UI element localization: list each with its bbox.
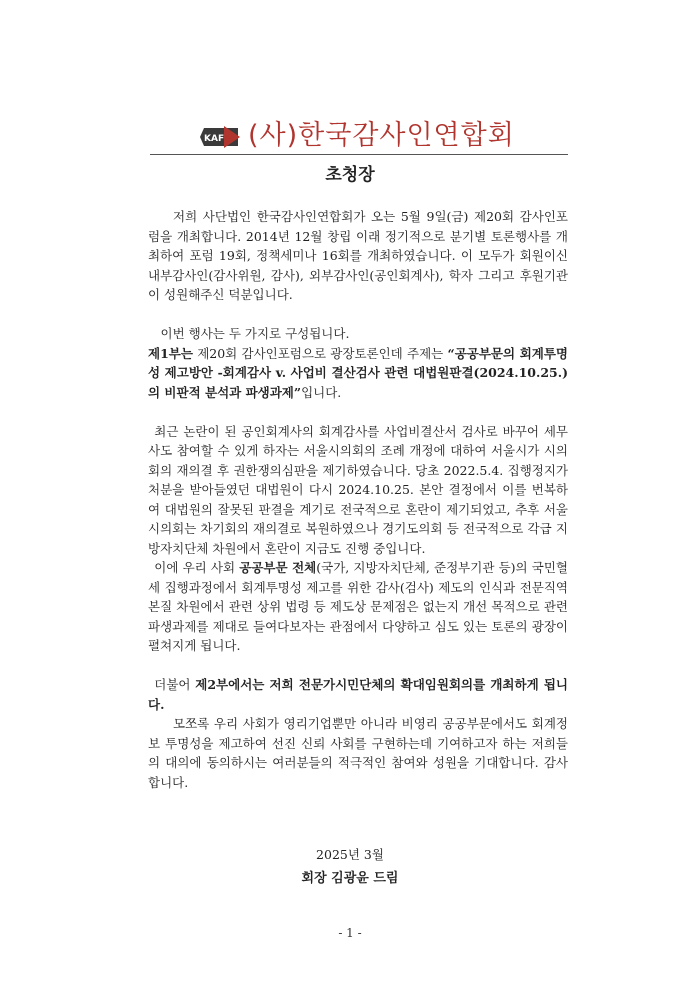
paragraph-part2: 더불어 제2부에서는 저희 전문가시민단체의 확대임원회의를 개최하게 됩니다. [148, 677, 568, 712]
paragraph-intro: 저희 사단법인 한국감사인연합회가 오는 5월 9일(금) 제20회 감사인포럼을 개최합니다. 2014년 12월 창립 이래 정기적으로 분기별 토론행사를 개최하여 포럼 19회, 정책세미나 16회를 개최하였습니다. 이 모두가 회원이신 내부감사인(감사위원, 감사), 외부감사인(공인회계사), 학자 그리고 후원기관이 성원해주신 덕분입니다. [148, 209, 568, 302]
paragraph-closing: 모쪼록 우리 사회가 영리기업뿐만 아니라 비영리 공공부문에서도 회계정보 투명성을 제고하여 선진 신뢰 사회를 구현하는데 기여하고자 하는 저희들의 대의에 동의하시는 여러분들의 적극적인 참여와 성원을 기대합니다. 감사합니다. [148, 716, 568, 790]
part1-label: 제1부는 [148, 345, 193, 361]
part1-topic: “공공부문의 회계투명성 제고방안 -회계감사 v. 사업비 결산검사 관련 대법원판결(2024.10.25.)의 비판적 분석과 파생과제” [148, 345, 569, 400]
letter-body [148, 207, 568, 792]
svg-text:KAF: KAF [204, 134, 225, 144]
paragraph-part1 [148, 344, 568, 403]
kaf-logo-icon [198, 124, 242, 150]
document-title: 초청장 [325, 165, 375, 185]
paragraph-structure: 이번 행사는 두 가지로 구성됩니다. [160, 326, 350, 341]
signature: 회장 김광윤 드림 [301, 871, 399, 886]
part2-text: 제2부에서는 저희 전문가시민단체의 확대임원회의를 개최하게 됩니다. [148, 677, 568, 712]
page-number: - 1 - [338, 926, 362, 940]
organization-name: (사)한국감사인연합회 [248, 120, 515, 151]
part1-text: 제20회 감사인포럼으로 광장토론인데 주제는 [192, 345, 448, 361]
letter-date: 2025년 3월 [316, 847, 384, 862]
paragraph-purpose: 이에 우리 사회 공공부문 전체(국가, 지방자치단체, 준정부기관 등)의 국민혈세 집행과정에서 회계투명성 제고를 위한 감사(검사) 제도의 인식과 전문직역 본질 차원에서 관련 상위 법령 등 제도상 문제점은 없는지 개선 목적으로 관련 파생과제를 제대로 들여다보자는 관점에서 다양하고 심도 있는 토론의 광장이 펼쳐지게 됩니다. [148, 560, 568, 653]
part1-end: 입니다. [301, 384, 342, 400]
letterhead [150, 118, 570, 158]
paragraph-background: 최근 논란이 된 공인회계사의 회계감사를 사업비결산서 검사로 바꾸어 세무사도 참여할 수 있게 하자는 서울시의회의 조례 개정에 대하여 서울시가 시의회의 재의결 후 권한쟁의심판을 제기하였습니다. 당초 2022.5.4. 집행정지가처분을 받아들였던 대법원이 다시 2024.10.25. 본안 결정에서 이를 번복하여 대법원의 잘못된 판결을 계기로 전국적으로 혼란이 제기되었고, 추후 서울시의회는 차기회의 재의결로 복원하였으나 경기도의회 등 전국적으로 각급 지방자치단체 차원에서 혼란이 지금도 진행 중입니다. [148, 423, 568, 556]
header-divider [150, 154, 568, 155]
public-sector-emphasis: 공공부문 전체 [239, 560, 317, 575]
